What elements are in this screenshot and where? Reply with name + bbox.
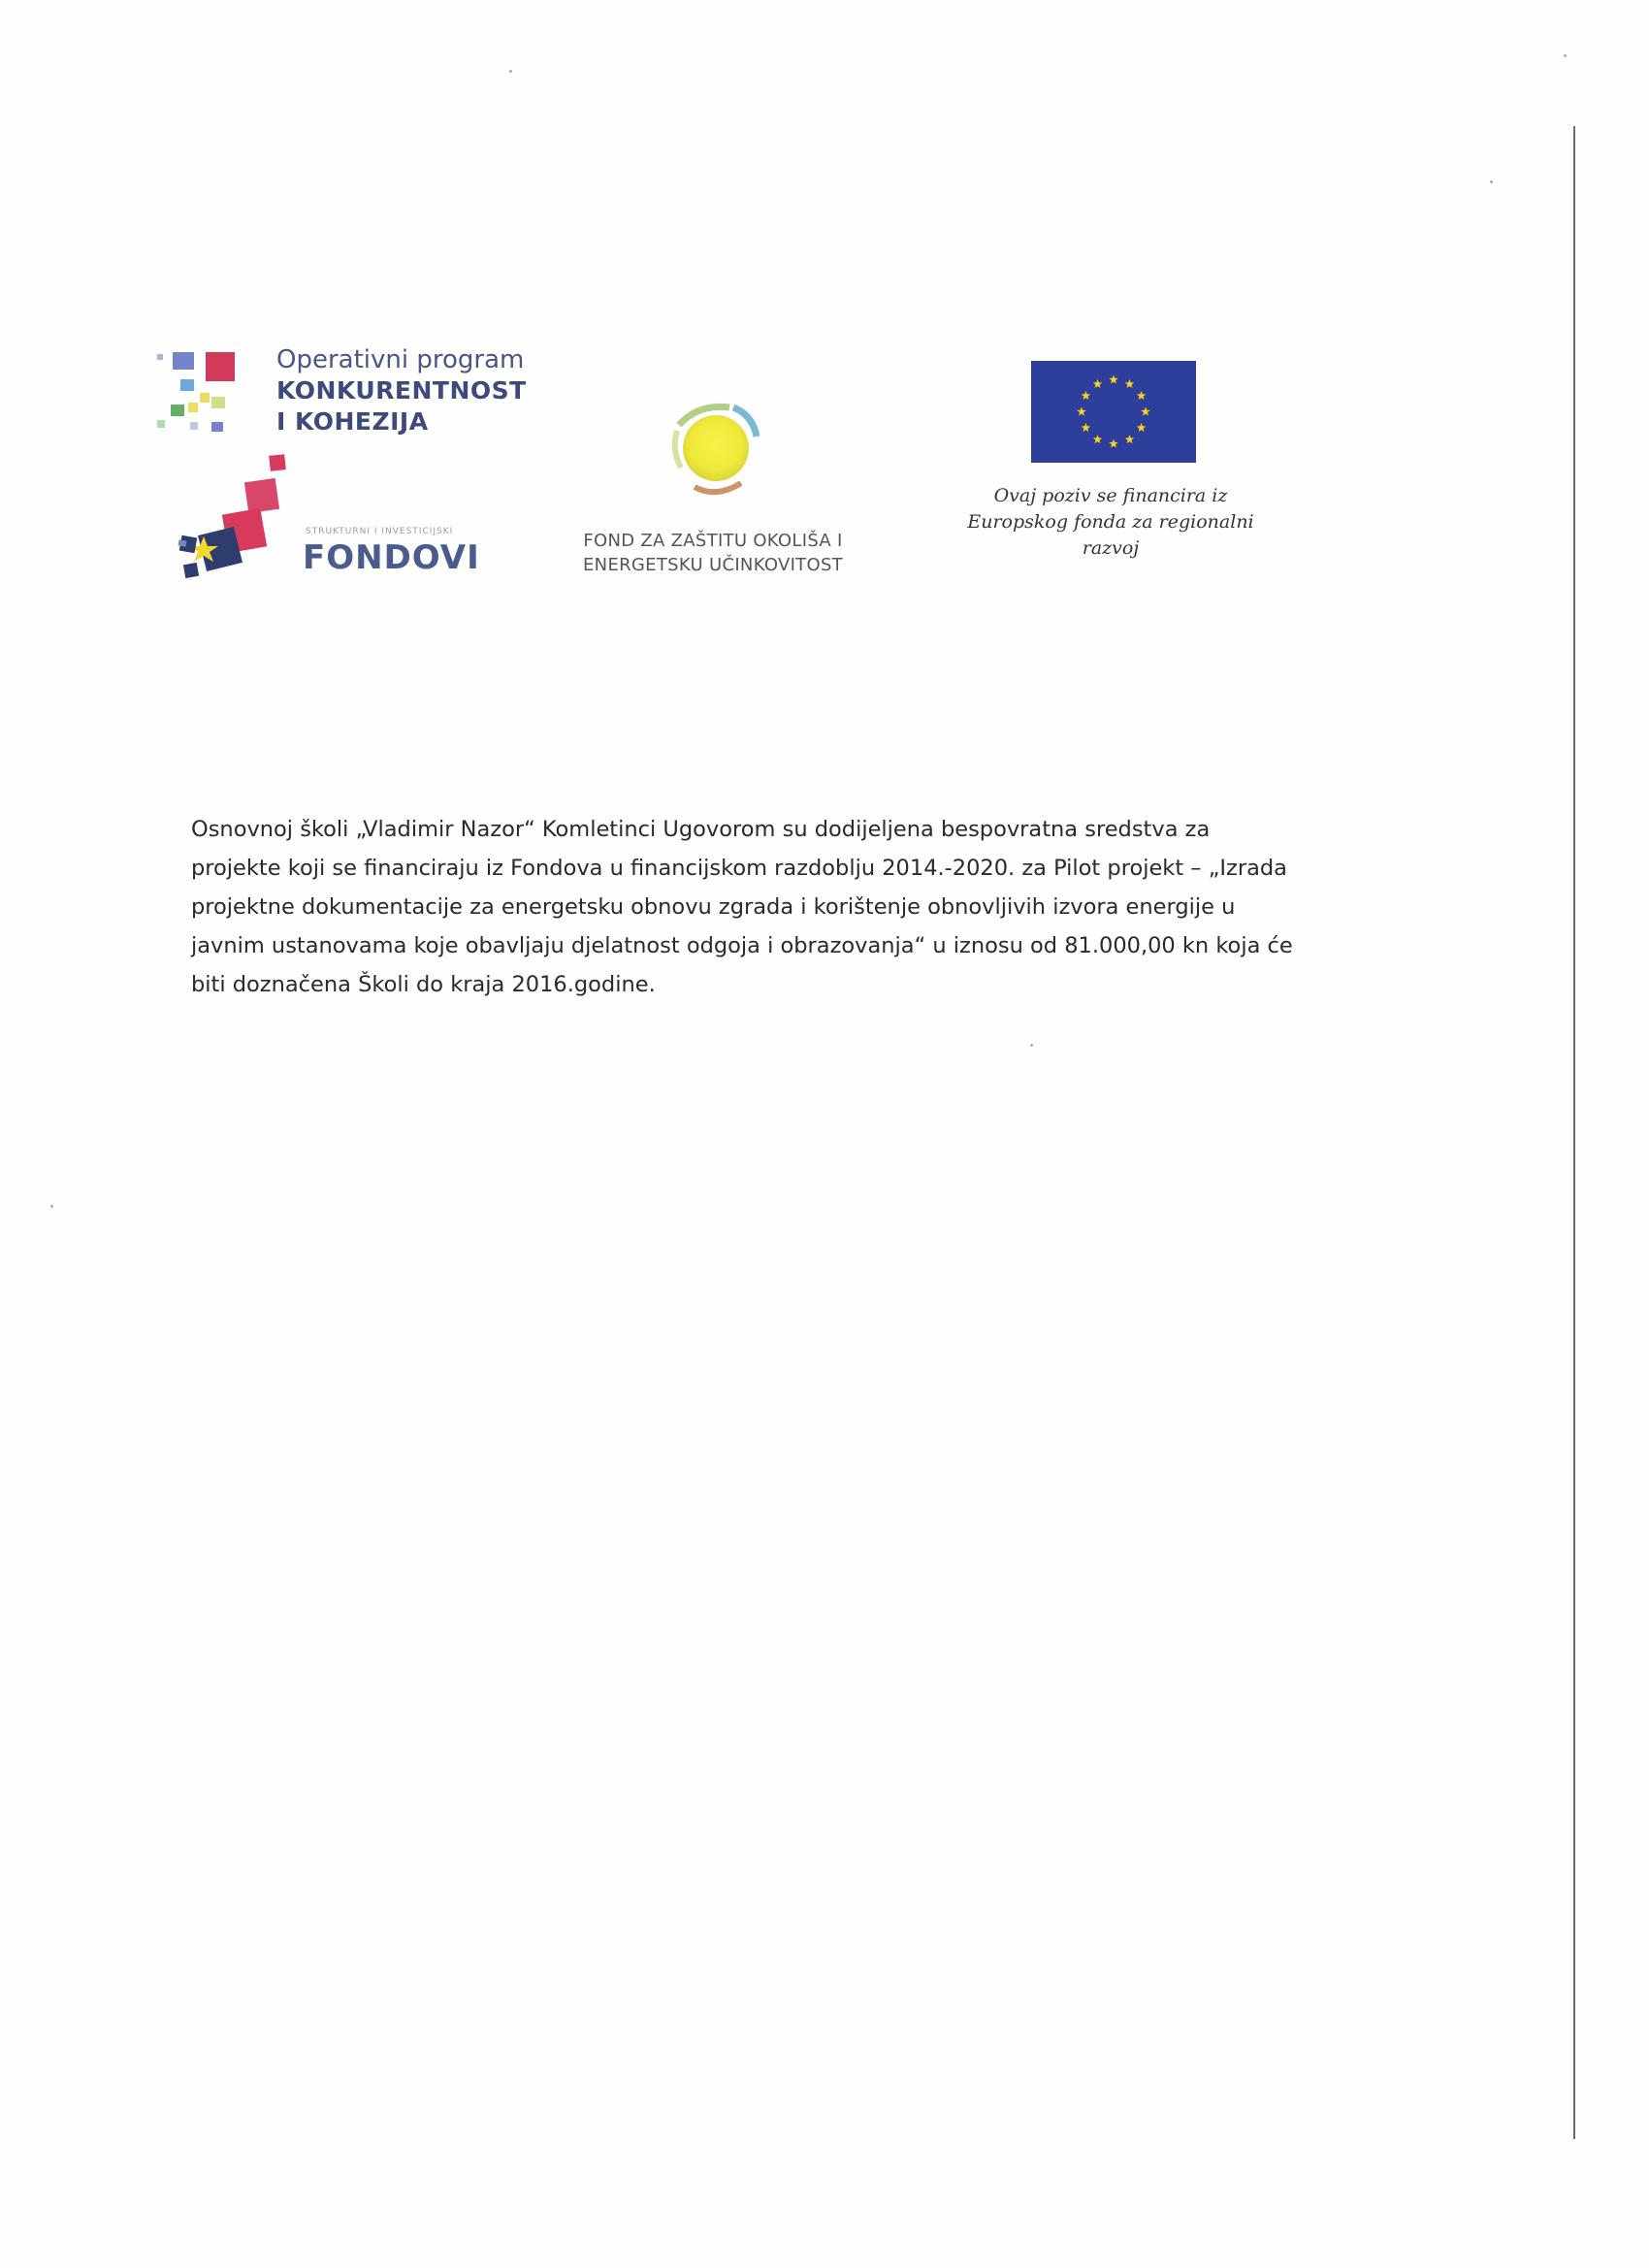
scan-speck	[1030, 1044, 1033, 1047]
fondovi-main-icon	[175, 451, 310, 606]
op-title-line2: KONKURENTNOST	[276, 376, 527, 405]
body-paragraph	[191, 810, 1374, 1004]
fzoeu-logo	[543, 398, 883, 592]
fzoeu-line1: FOND ZA ZAŠTITU OKOLIŠA I	[583, 531, 843, 551]
op-title-line3: I KOHEZIJA	[276, 407, 429, 436]
operational-programme-logo	[155, 344, 527, 451]
body-line: biti doznačena Školi do kraja 2016.godine.	[191, 972, 656, 997]
sun-circle-icon	[660, 398, 766, 504]
eu-caption-line2: Europskog fonda za regionalni	[967, 511, 1254, 533]
eu-caption-line1: Ovaj poziv se financira iz	[993, 485, 1228, 506]
eu-logo	[955, 359, 1266, 572]
fzoeu-line2: ENERGETSKU UČINKOVITOST	[583, 555, 843, 575]
fzoeu-text	[543, 529, 883, 577]
scan-speck	[1564, 54, 1567, 57]
scan-speck	[50, 1205, 53, 1208]
fondovi-subtitle: STRUKTURNI I INVESTICIJSKI	[306, 527, 454, 536]
body-line: projekte koji se financiraju iz Fondova u financijskom razdoblju 2014.-2020. za Pilot projekt – „Izrada	[191, 856, 1287, 881]
operational-programme-text	[276, 344, 527, 437]
fondovi-wordmark: FONDOVI	[303, 538, 480, 577]
colored-squares-icon	[155, 344, 252, 451]
body-line: projektne dokumentacije za energetsku obnovu zgrada i korištenje obnovljivih izvora energije u	[191, 894, 1236, 920]
scan-speck	[509, 70, 512, 73]
eu-flag-icon	[1031, 361, 1196, 463]
op-title-line1: Operativni program	[276, 345, 525, 374]
scan-edge-line	[1573, 126, 1575, 2139]
body-line: Osnovnoj školi „Vladimir Nazor“ Komletinci Ugovorom su dodijeljena bespovratna sredstva za	[191, 817, 1211, 842]
body-line: javnim ustanovama koje obavljaju djelatnost odgoja i obrazovanja“ u iznosu od 81.000,00 kn koja će	[191, 933, 1293, 958]
eu-caption	[955, 483, 1266, 562]
fondovi-logo	[175, 451, 485, 606]
eu-caption-line3: razvoj	[1082, 537, 1140, 559]
scan-speck	[1490, 180, 1493, 183]
